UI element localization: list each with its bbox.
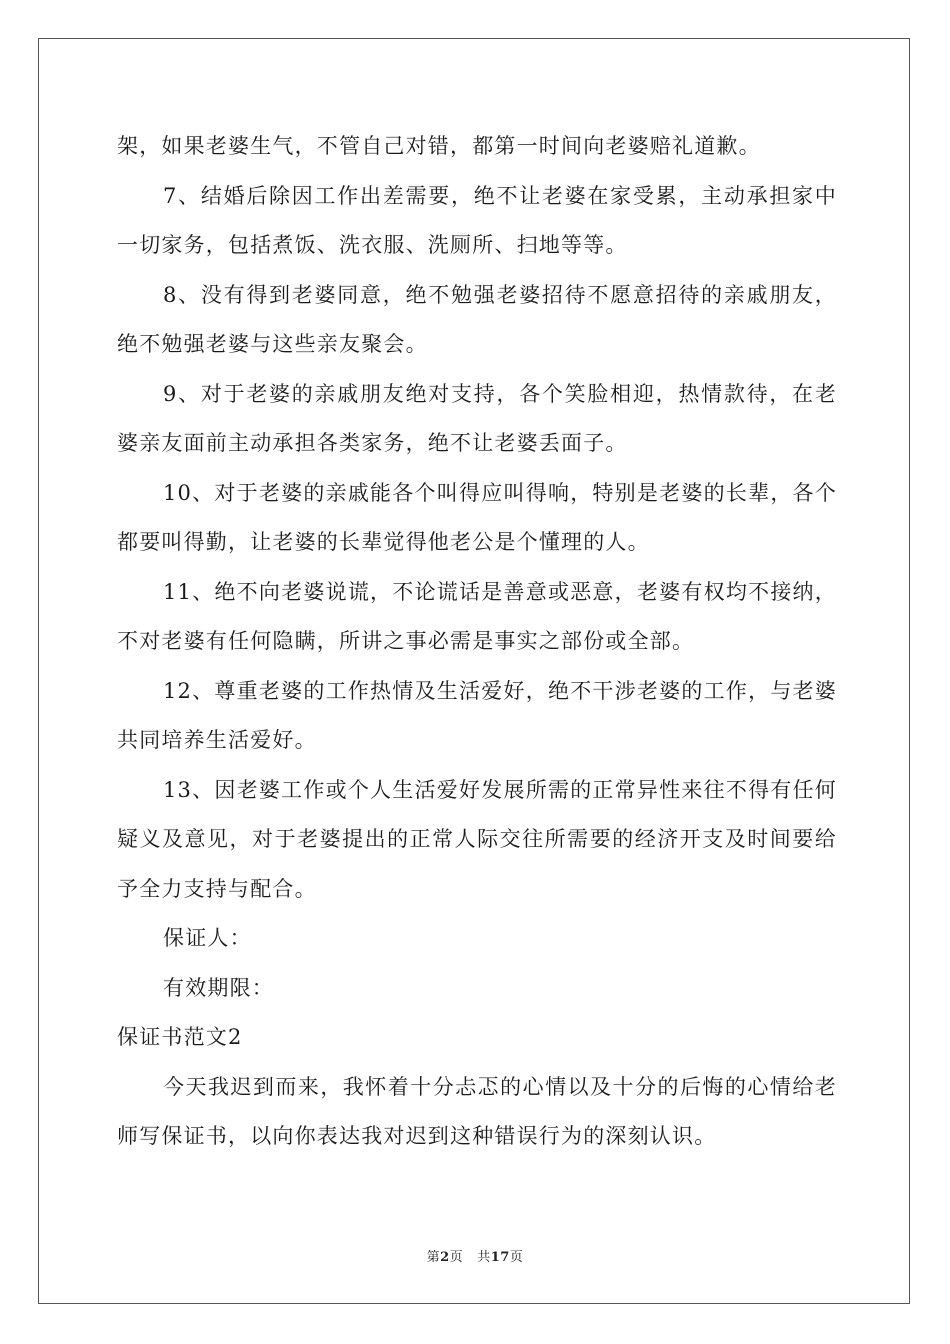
document-body — [117, 122, 837, 1162]
page-suffix: 页 — [449, 1250, 464, 1265]
total-page-count: 17 — [490, 1250, 510, 1265]
paragraph-sample-2: 今天我迟到而来，我怀着十分忐忑的心情以及十分的后悔的心情给老师写保证书，以向你表达我对迟到这种错误行为的深刻认识。 — [117, 1074, 837, 1148]
paragraph-continuation: 架，如果老婆生气，不管自己对错，都第一时间向老婆赔礼道歉。 — [117, 134, 761, 158]
total-suffix: 页 — [509, 1250, 524, 1265]
paragraph-item-12: 12、尊重老婆的工作热情及生活爱好，绝不干涉老婆的工作，与老婆共同培养生活爱好。 — [117, 678, 837, 752]
paragraph-item-13: 13、因老婆工作或个人生活爱好发展所需的正常异性来往不得有任何疑义及意见，对于老婆提出的正常人际交往所需要的经济开支及时间要给予全力支持与配合。 — [117, 777, 837, 901]
paragraph-item-8: 8、没有得到老婆同意，绝不勉强老婆招待不愿意招待的亲戚朋友，绝不勉强老婆与这些亲友聚会。 — [117, 282, 837, 356]
paragraph-item-7: 7、结婚后除因工作出差需要，绝不让老婆在家受累，主动承担家中一切家务，包括煮饭、洗衣服、洗厕所、扫地等等。 — [117, 183, 837, 257]
section-heading: 保证书范文2 — [117, 1025, 243, 1049]
page-prefix: 第 — [426, 1250, 441, 1265]
paragraph-item-9: 9、对于老婆的亲戚朋友绝对支持，各个笑脸相迎，热情款待，在老婆亲友面前主动承担各类家务，绝不让老婆丢面子。 — [117, 381, 837, 455]
paragraph-item-11: 11、绝不向老婆说谎，不论谎话是善意或恶意，老婆有权均不接纳，不对老婆有任何隐瞒，所讲之事必需是事实之部份或全部。 — [117, 579, 837, 653]
paragraph-item-10: 10、对于老婆的亲戚能各个叫得应叫得响，特别是老婆的长辈，各个都要叫得勤，让老婆的长辈觉得他老公是个懂理的人。 — [117, 480, 837, 554]
current-page-number: 2 — [440, 1250, 450, 1265]
guarantor-label: 保证人： — [163, 926, 252, 950]
page-footer — [0, 1246, 950, 1265]
validity-label: 有效期限： — [163, 975, 274, 1000]
total-prefix: 共 — [477, 1250, 491, 1265]
